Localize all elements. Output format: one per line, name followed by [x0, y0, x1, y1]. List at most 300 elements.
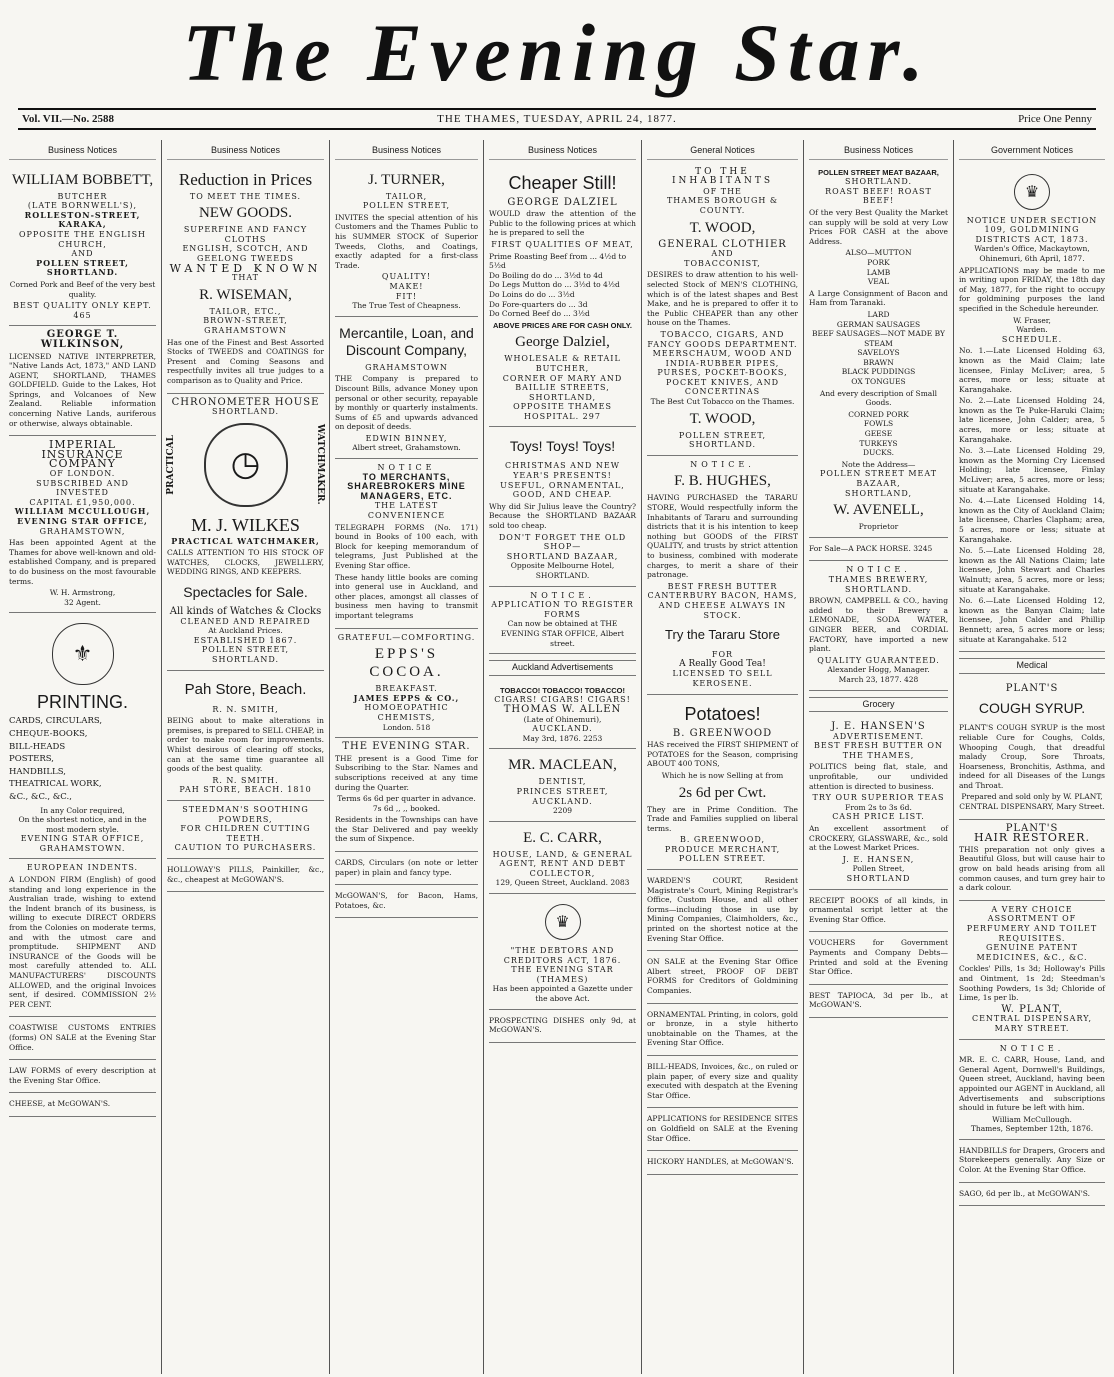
ad-line: DON'T FORGET THE OLD SHOP—: [498, 532, 627, 552]
ad-title: NOTICE UNDER SECTION 109, GOLDMINING DISTRICTS ACT, 1873.: [966, 215, 1098, 244]
ad-title: GEORGE T. WILKINSON,: [40, 329, 125, 350]
poultry-list: [809, 410, 948, 458]
carr-ad: [489, 822, 636, 894]
column-4: [484, 140, 642, 1374]
ad-line: OPPOSITE THE ENGLISH CHURCH,: [18, 229, 147, 249]
wilkinson-ad: [9, 326, 156, 436]
ad-body: An excellent assortment of CROCKERY, GLASSWARE, &c., sold at the Lowest Market Prices.: [809, 824, 948, 853]
list-item: BILL-HEADS: [9, 741, 66, 752]
ad-line: WATCHMAKER.: [315, 424, 325, 505]
ad-line: ENGLISH, SCOTCH, AND GEELONG TWEEDS: [182, 244, 309, 263]
ad-line: SUBSCRIBED AND INVESTED: [36, 478, 129, 498]
column-heading: Government Notices: [959, 146, 1105, 160]
ad-title: M. J. WILKES: [191, 514, 300, 535]
list-item: Do Corned Beef do ... 3½d: [489, 309, 590, 319]
ad-title: HAIR RESTORER.: [974, 831, 1090, 845]
column-2: [162, 140, 330, 1374]
ad-line: Note the Address—: [841, 459, 916, 469]
column-heading: Business Notices: [489, 146, 636, 160]
ad-line: B. GREENWOOD: [672, 727, 773, 739]
ad-line: TOBACCO, CIGARS, AND FANCY GOODS DEPARTMENT.: [647, 329, 798, 349]
ad-line: INSURANCE COMPANY: [41, 447, 124, 471]
ad-title: NEW GOODS.: [198, 205, 293, 222]
ad-title: EUROPEAN INDENTS.: [26, 863, 139, 873]
ad-body: CHEESE, at McGOWAN'S.: [9, 1099, 111, 1109]
ad-line: AND: [711, 249, 734, 259]
ad-line: 129, Queen Street, Auckland. 2083: [495, 878, 630, 888]
ad-line: TAILOR, ETC.,: [209, 306, 282, 316]
list-item: CARDS, CIRCULARS,: [9, 716, 103, 727]
coastwise-ad: [9, 1017, 156, 1060]
royal-crest-icon: ♛: [1014, 174, 1050, 210]
ad-body: COASTWISE CUSTOMS ENTRIES (forms) ON SALE at the Evening Star Office.: [9, 1023, 156, 1052]
ad-line: FIT!: [395, 291, 418, 301]
ad-line: FOR CHILDREN CUTTING TEETH.: [180, 824, 311, 843]
ad-title: STEEDMAN'S SOOTHING POWDERS,: [182, 804, 309, 824]
ad-line: Proprietor: [858, 522, 899, 532]
meat-price-list: [489, 252, 636, 319]
ad-body: A LONDON FIRM (English) of good standing and long experience in the Australian trade, wishing to extend the Indent branch of its business, is willing to execute DIRECT ORDERS from the Colonies on moderate terms, and with the utmost care and promptitude. SHIPMENT AND INSURANCE of the Goods will be most carefully attended to. ALL MANUFACTURERS' DISCOUNTS ALLOWED, and the original Invoices sent, if desired. COMMISSION 2½ PER CENT.: [9, 875, 156, 1009]
ad-line: Terms 6s 6d per quarter in advance.: [337, 794, 476, 804]
ad-title: Mercantile, Loan, and Discount Company,: [339, 324, 474, 358]
ad-line: POLLEN STREET, SHORTLAND.: [201, 645, 290, 665]
ad-line: BROWN-STREET, GRAHAMSTOWN: [203, 316, 288, 335]
ad-line: TOBACCONIST,: [684, 258, 761, 268]
ad-title: George Dalziel,: [515, 334, 610, 351]
hickory-ad: [647, 1151, 798, 1175]
ad-body: MR. E. C. CARR, House, Land, and General Agent, Dornwell's Buildings, Queen street, Auckland, having been appointed our AGENT in Auckland, all Advertisements and subscriptions should in future be left with him.: [959, 1055, 1105, 1113]
list-item: THEATRICAL WORK,: [9, 779, 102, 790]
place-date: THE THAMES, TUESDAY, APRIL 24, 1877.: [437, 113, 677, 125]
list-item: No. 5.—Late Licensed Holding 28, known as the All Nations Claim; late licensee, John Stewart and Charles Walnutt; area, 5 acres, more or less; situate at Karangahake.: [959, 546, 1105, 594]
ad-line: APPLICATION TO REGISTER FORMS: [491, 600, 634, 619]
ad-title: Spectacles for Sale.: [183, 584, 308, 601]
ad-line: PLANT'S: [1005, 822, 1059, 834]
list-item: VEAL: [867, 277, 890, 287]
hair-restorer-ad: [959, 820, 1105, 901]
ad-line: A Really Good Tea!: [679, 658, 766, 669]
list-item: ALSO—MUTTON: [845, 248, 912, 258]
ad-body: ON SALE at the Evening Star Office Albert street, PROOF OF DEBT FORMS for Creditors of Goldmining Companies.: [647, 957, 798, 995]
ad-line: Warden's Office, Mackaytown, Ohinemuri, 6th April, 1877.: [974, 244, 1090, 263]
ad-body: These handy little books are coming into general use in Auckland, and other places, amongst all classes of business men having to transmit important telegrams: [335, 572, 478, 620]
ad-line: Has been appointed a Gazette under the above Act.: [492, 984, 633, 1004]
wiseman-ad: [167, 164, 324, 394]
ad-line: THE EVENING STAR (THAMES): [511, 965, 614, 984]
ad-line: CORNER OF MARY AND BAILLIE STREETS,: [502, 373, 623, 393]
ad-line: CHRISTMAS AND NEW YEAR'S PRESENTS!: [505, 461, 620, 481]
wilkes-ad: [167, 394, 324, 671]
ad-line: SHORTLAND: [846, 874, 911, 883]
list-item: CORNED PORK: [848, 409, 909, 419]
list-item: Do Legs Mutton do ... 3½d to 4½d: [489, 280, 620, 290]
printing-ad: [9, 613, 156, 859]
ad-line: SCHEDULE.: [1001, 334, 1063, 344]
ad-line: W. H. Armstrong,: [49, 588, 116, 598]
ad-title: Toys! Toys! Toys!: [509, 438, 616, 455]
ad-line: The Best Cut Tobacco on the Thames.: [650, 397, 795, 407]
ad-title: Cheaper Still!: [508, 172, 617, 193]
ad-body: McGOWAN'S, for Bacon, Hams, Potatoes, &c.: [335, 891, 478, 910]
ad-line: BEST FRESH BUTTER: [667, 581, 778, 591]
ad-body: BEING about to make alterations in premises, is prepared to SELL CHEAP, in order to make room for improvements. Whilst desirous of clearing off stocks, can at the same time guarantee all goods of the best quality.: [167, 716, 324, 774]
ad-line: MEERSCHAUM, WOOD AND INDIA-RUBBER PIPES, PURSES, POCKET-BOOKS, POCKET KNIVES, AND CONCERTINAS: [652, 349, 793, 397]
dateline: [18, 108, 1096, 130]
ad-line: W. PLANT,: [1001, 1003, 1063, 1015]
ad-line: SHORTLAND,: [529, 392, 596, 402]
ad-line: TAILOR,: [385, 191, 428, 201]
ad-line: SUPERFINE AND FANCY CLOTHS: [183, 225, 308, 244]
ad-title: 2s 6d per Cwt.: [678, 784, 767, 801]
ad-line: Opposite Melbourne Hotel, SHORTLAND.: [510, 561, 615, 580]
ad-line: BUTCHER: [57, 191, 108, 201]
newspaper-title: The Evening Star.: [182, 7, 932, 98]
list-item: OX TONGUES: [851, 377, 906, 387]
ad-line: 2209: [552, 806, 573, 816]
ad-line: BEST QUALITY ONLY KEPT. 465: [13, 301, 152, 320]
column-7: [954, 140, 1110, 1374]
column-heading: Business Notices: [167, 146, 324, 160]
ad-line: QUALITY!: [381, 272, 432, 282]
ad-body: Prepared and sold only by W. PLANT, CENTRAL DISPENSARY, Mary Street.: [959, 792, 1105, 812]
list-item: Do Fore-quarters do ... 3d: [489, 299, 588, 309]
register-forms-ad: [489, 587, 636, 655]
prospecting-ad: [489, 1010, 636, 1043]
ad-body: HANDBILLS for Drapers, Grocers and Storekeepers generally. Any Size or Color. At the Evening Star Office.: [959, 1145, 1105, 1175]
ad-line: ABOVE PRICES ARE FOR CASH ONLY.: [492, 320, 633, 330]
ad-line: POLLEN STREET, SHORTLAND.: [678, 430, 767, 450]
ad-line: 32 Agent.: [64, 597, 101, 607]
price: Price One Penny: [1018, 113, 1092, 125]
ad-line: PAH STORE, BEACH. 1810: [179, 785, 312, 795]
ad-title: Pah Store, Beach.: [184, 680, 307, 698]
schedule-list: [959, 346, 1105, 644]
ad-line: TO MEET THE TIMES.: [189, 191, 302, 201]
section-heading: Grocery: [809, 697, 948, 713]
ad-line: SHORTLAND,: [845, 488, 912, 498]
ad-line: GEORGE DALZIEL: [507, 196, 618, 208]
ad-line: WILLIAM MCCULLOUGH,: [14, 506, 151, 517]
greenwood-ad: [647, 695, 798, 871]
ad-line: R. N. SMITH.: [212, 775, 279, 785]
ad-line: LICENSED TO SELL KEROSENE.: [672, 669, 773, 688]
ad-body: BEST TAPIOCA, 3d per lb., at McGOWAN'S.: [809, 990, 948, 1010]
ad-title: TO THE INHABITANTS: [671, 166, 773, 187]
ad-body: Residents in the Townships can have the Star Delivered and pay weekly the sum of Sixpence.: [335, 815, 478, 844]
section-heading: Auckland Advertisements: [489, 660, 636, 676]
ad-line: At Auckland Prices.: [208, 626, 283, 636]
ad-title: W. AVENELL,: [833, 502, 924, 519]
ad-title: Reduction in Prices: [178, 169, 313, 189]
ad-body: Corned Pork and Beef of the very best quality.: [9, 279, 156, 299]
bobbett-ad: [9, 164, 156, 327]
column-heading: Business Notices: [335, 146, 478, 160]
ad-title: NOTICE.: [530, 590, 595, 600]
ad-body: SAGO, 6d per lb., at McGOWAN'S.: [959, 1188, 1091, 1198]
ad-line: BREAKFAST.: [375, 684, 438, 694]
ad-line: SHORTLAND BAZAAR,: [506, 551, 619, 561]
brewery-ad: [809, 561, 948, 690]
ad-title: J. TURNER,: [368, 171, 445, 188]
list-item: GEESE: [864, 429, 893, 439]
ad-title: POLLEN STREET MEAT BAZAAR,: [818, 167, 939, 177]
ad-line: (Late of Ohinemuri),: [523, 714, 602, 724]
ad-line: POLLEN STREET MEAT BAZAAR,: [819, 469, 938, 488]
list-item: No. 4.—Late Licensed Holding 14, known as the City of Auckland Claim; late licensee, Charles Clapham; area, 5 acres, more or less; situate at Karangahake.: [959, 496, 1105, 544]
evening-star-subscription-ad: [335, 738, 478, 852]
list-item: No. 1.—Late Licensed Holding 63, known as the Maid Claim; late licensee, Finlay McLiver; area, 5 acres, more or less; situate at Karangahake.: [959, 346, 1105, 394]
ad-line: DENTIST,: [538, 777, 587, 787]
ad-line: GRAHAMSTOWN: [365, 362, 448, 372]
ad-line: AUCKLAND.: [532, 724, 593, 734]
ad-line: The True Test of Cheapness.: [352, 301, 461, 311]
ad-line: London. 518: [382, 722, 431, 732]
ad-line: POLLEN STREET,: [362, 201, 451, 211]
mercantile-ad: [335, 317, 478, 459]
ad-body: Has been appointed Agent at the Thames for above well-known and old-established Company, and is prepared to do business on the most favourable terms.: [9, 538, 156, 586]
holloway-ad: [167, 859, 324, 892]
epps-cocoa-ad: [335, 629, 478, 739]
ad-title: THE EVENING STAR.: [342, 741, 471, 753]
ad-line: THE LATEST CONVENIENCE: [367, 501, 446, 521]
vouchers-ad: [809, 932, 948, 984]
ad-title: A VERY CHOICE ASSORTMENT OF PERFUMERY AND TOILET REQUISITES.: [966, 904, 1098, 943]
ad-line: Warden.: [1016, 325, 1048, 335]
ad-line: MAKE!: [389, 281, 424, 291]
ad-line: CIGARS! CIGARS! CIGARS!: [494, 695, 631, 705]
ad-line: Can now be obtained at THE EVENING STAR OFFICE, Albert street.: [500, 619, 625, 648]
list-item: DUCKS.: [863, 448, 894, 458]
ad-body: LICENSED NATIVE INTERPRETER, "Native Lands Act, 1873," AND LAND AGENT, SHORTLAND, THAMES GOLDFIELD. Guide to the Lakes, Hot Springs, and Volcanoes of New Zealand. Reliable information concerning Native Lands, auriferous or otherwise, always obtainable.: [9, 351, 156, 428]
ad-line: USEFUL, ORNAMENTAL, GOOD, AND CHEAP.: [500, 480, 625, 500]
ad-body: Has one of the Finest and Best Assorted Stocks of TWEEDS and COATINGS for Present and Coming Seasons and respectfully invites all true judges to a comparison as to Quality and Price.: [167, 337, 324, 385]
ad-line: AND: [71, 249, 94, 259]
ad-title: WILLIAM BOBBETT,: [11, 171, 154, 188]
ad-body: HAVING PURCHASED the TARARU STORE, Would respectfully inform the Inhabitants of Tararu and surrounding districts that it is his intention to keep nothing but GOODS of the FIRST QUALITY, and trusts by strict attention to business, combined with moderate charges, to merit a share of their patronage.: [647, 493, 798, 580]
cards-ad: [335, 852, 478, 885]
ad-body: CALLS ATTENTION TO HIS STOCK OF WATCHES, CLOCKS, JEWELLERY, WEDDING RINGS, AND KEEPERS.: [167, 548, 324, 577]
ad-line: William McCullough.: [992, 1114, 1072, 1124]
printing-list: [9, 717, 156, 802]
ad-line: Thames, September 12th, 1876.: [970, 1124, 1094, 1134]
wardens-court-ad: [647, 870, 798, 951]
telegraph-forms-ad: [335, 459, 478, 629]
ad-line: CENTRAL DISPENSARY, MARY STREET.: [971, 1014, 1093, 1033]
ad-line: BEST FRESH BUTTER ON THE THAMES,: [814, 741, 943, 760]
ad-body: For Sale—A PACK HORSE. 3245: [809, 543, 933, 553]
ad-body: BILL-HEADS, Invoices, &c., on ruled or plain paper, of every size and quality executed with despatch at the Evening Star Office.: [647, 1061, 798, 1100]
imperial-insurance-ad: [9, 436, 156, 613]
ad-line: CASH PRICE LIST.: [832, 812, 925, 822]
debtors-act-ad: [489, 894, 636, 1010]
ad-title: T. WOOD,: [689, 410, 756, 427]
ad-line: FIRST QUALITIES OF MEAT,: [491, 239, 634, 249]
ad-line: CAUTION TO PURCHASERS.: [174, 843, 317, 853]
list-item: &C., &C., &C.,: [9, 791, 72, 802]
meats-list: [809, 248, 948, 286]
ad-line: THAMES BREWERY, SHORTLAND.: [828, 574, 929, 594]
ad-line: JAMES EPPS & CO.,: [353, 692, 460, 703]
list-item: No. 6.—Late Licensed Holding 12, known as the Banyan Claim; late licensee, John Calder and Phillip Bennett; area, 5 acres more or less; situate at Karangahake. 512: [959, 596, 1105, 644]
ad-line: W. Fraser,: [1013, 315, 1051, 325]
ad-title: PRINTING.: [36, 692, 128, 713]
ad-line: In any Color required,: [40, 805, 125, 815]
ad-line: WHOLESALE & RETAIL BUTCHER,: [504, 354, 621, 373]
list-item: LAMB: [866, 267, 891, 277]
ad-title: Potatoes!: [684, 703, 761, 724]
ad-line: TRY OUR SUPERIOR TEAS: [812, 793, 945, 803]
ad-line: J. E. HANSEN,: [842, 854, 915, 864]
list-item: Do Boiling do do ... 3½d to 4d: [489, 270, 603, 280]
ad-line: Which he is now Selling at from: [661, 770, 784, 780]
column-5: [642, 140, 804, 1374]
ad-line: GENERAL CLOTHIER: [658, 238, 787, 250]
ad-line: ADVERTISEMENT.: [832, 731, 925, 741]
ad-line: THAMES BOROUGH & COUNTY.: [666, 196, 779, 215]
column-heading: Business Notices: [809, 146, 948, 160]
column-1: [4, 140, 162, 1374]
hughes-ad: [647, 456, 798, 695]
ad-line: GRAHAMSTOWN,: [39, 526, 126, 536]
ad-body: INVITES the special attention of his Customers and the Thames Public to his SUMMER STOCK of Superior Tweeds, Cloths, and Coatings, exactly adapted for a first-class Trade.: [335, 212, 478, 270]
ad-line: ROAST BEEF! ROAST BEEF!: [825, 186, 932, 206]
billheads-ad: [647, 1056, 798, 1108]
ad-line: SHORTLAND.: [845, 177, 912, 187]
ad-body: APPLICATIONS for RESIDENCE SITES on Goldfield on SALE at the Evening Star Office.: [647, 1114, 798, 1143]
column-3: [330, 140, 484, 1374]
ad-title: Try the Tararu Store: [665, 627, 780, 643]
cheese-ad: [9, 1093, 156, 1117]
ad-line: Alexander Hogg, Manager.: [827, 665, 930, 675]
ad-line: 7s 6d ,, ,, booked.: [372, 803, 441, 813]
column-6: [804, 140, 954, 1374]
ad-title: T. WOOD,: [689, 219, 756, 236]
ad-title: "THE DEBTORS AND CREDITORS ACT, 1876.: [503, 946, 622, 965]
ad-body: WARDEN'S COURT, Resident Magistrate's Court, Mining Registrar's Office, Custom House, and all other forms—including those in use by Mining Companies, Claimholders, &c., printed on the shortest notice at the Evening Star Office.: [647, 876, 798, 943]
list-item: LARD: [867, 309, 890, 319]
coat-of-arms-icon: ⚜: [52, 623, 114, 685]
columns: [4, 140, 1110, 1374]
ad-title: CHRONOMETER HOUSE: [171, 396, 320, 408]
list-item: Do Loins do do ... 3½d: [489, 289, 575, 299]
ad-body: They are in Prime Condition. The Trade and Families supplied on liberal terms.: [647, 804, 798, 833]
ad-body: THIS preparation not only gives a Beautiful Gloss, but will cause hair to grow on bald heads arising from all common causes, and turn grey hair to a dark colour.: [959, 844, 1105, 893]
ad-title: TOBACCO! TOBACCO! TOBACCO!: [500, 685, 625, 695]
list-item: POSTERS,: [9, 754, 55, 765]
ad-line: ROLLESTON-STREET, KARAKA,: [24, 209, 141, 230]
law-forms-ad: [9, 1060, 156, 1093]
list-item: SAVELOYS: [857, 348, 900, 358]
smallgoods-list: [809, 310, 948, 387]
list-item: TURKEYS: [859, 438, 898, 448]
ad-line: THAT: [232, 273, 259, 283]
ad-line: March 23, 1877. 428: [838, 674, 919, 684]
ad-body: HICKORY HANDLES, at McGOWAN'S.: [647, 1157, 794, 1167]
section-heading: Medical: [959, 658, 1105, 674]
carr-agent-notice: [959, 1040, 1105, 1140]
ad-body: ORNAMENTAL Printing, in colors, gold or bronze, in a style hitherto unobtainable on the Thames, at the Evening Star Office.: [647, 1009, 798, 1048]
ad-body: PLANT'S COUGH SYRUP is the most reliable Cure for Coughs, Colds, Whooping Cough, that dreadful malady Croup, Sore Throats, Hoarseness, Bronchitis, Asthma, and indeed for all Diseases of the Lungs and Throat.: [959, 723, 1105, 790]
ad-title: J. E. HANSEN'S: [831, 721, 926, 733]
ad-line: From 2s to 3s 6d.: [845, 802, 912, 812]
ad-body: RECEIPT BOOKS of all kinds, in ornamental script letter at the Evening Star Office.: [809, 895, 948, 924]
ad-line: CLEANED AND REPAIRED: [180, 616, 311, 626]
ad-line: OF LONDON.: [49, 469, 116, 479]
ad-body: Why did Sir Julius leave the Country? Because the SHORTLAND BAZAAR sold too cheap.: [489, 501, 636, 531]
ad-line: B. GREENWOOD,: [679, 835, 766, 845]
ad-body: A Large Consignment of Bacon and Ham from Taranaki.: [809, 288, 948, 308]
ad-line: GRAHAMSTOWN.: [39, 843, 126, 853]
ad-line: HOMOEOPATHIC CHEMISTS,: [364, 703, 449, 722]
volume-number: Vol. VII.—No. 2588: [22, 113, 114, 125]
ad-title: EPPS'S COCOA.: [369, 646, 444, 681]
ad-line: Pollen Street,: [852, 864, 905, 874]
ad-line: PRODUCE MERCHANT, POLLEN STREET.: [664, 844, 781, 864]
dalziel-ad: [489, 164, 636, 428]
ad-line: OF THE: [703, 186, 742, 196]
ad-body: THE Company is prepared to Discount Bills, advance Money upon personal or other security, repayable by monthly or quarterly instalments. Sums of £5 and upwards advanced on deposit of deeds.: [335, 374, 478, 432]
ad-line: WANTED KNOWN: [169, 261, 322, 275]
cough-syrup-ad: [959, 680, 1105, 820]
list-item: BEEF SAUSAGES—NOT MADE BY STEAM: [812, 329, 945, 348]
ad-line: (LATE BORNWELL'S),: [27, 201, 138, 211]
list-item: No. 3.—Late Licensed Holding 29, known as the Morning Cry Licensed Holding; late licensee, Finlay McLiver; area, 5 acres, more or less; situate at Karangahake.: [959, 446, 1105, 494]
ad-title: NOTICE.: [999, 1043, 1065, 1053]
ad-line: And every description of Small Goods.: [819, 388, 938, 408]
list-item: GERMAN SAUSAGES: [836, 319, 921, 329]
ad-line: TO MERCHANTS, SHAREBROKERS MINE MANAGERS, ETC.: [347, 471, 466, 501]
pack-horse-ad: [809, 538, 948, 562]
turner-ad: [335, 164, 478, 317]
proof-of-debt-ad: [647, 951, 798, 1003]
ad-line: EVENING STAR OFFICE,: [20, 834, 145, 844]
ad-body: CARDS, Circulars (on note or letter paper) in plain and fancy type.: [335, 858, 478, 877]
meat-bazaar-ad: [809, 164, 948, 538]
ad-title: MR. MACLEAN,: [508, 757, 617, 774]
ad-line: CAPITAL £1,950,000.: [29, 497, 136, 507]
ad-line: All kinds of Watches & Clocks: [169, 606, 322, 618]
ad-body: WOULD draw the attention of the Public to the following prices at which he is prepared to sell the: [489, 209, 636, 238]
ad-line: HOUSE, LAND, & GENERAL AGENT, RENT AND DEBT COLLECTOR,: [492, 849, 633, 878]
ad-line: OPPOSITE THAMES HOSPITAL. 297: [513, 402, 612, 421]
european-indents-ad: [9, 859, 156, 1017]
ad-line: ESTABLISHED 1867.: [193, 635, 298, 645]
ad-line: CANTERBURY BACON, HAMS, AND CHEESE ALWAYS IN STOCK.: [647, 591, 798, 620]
list-item: No. 2.—Late Licensed Holding 24, known as the Te Puke-Haruki Claim; late licensee, John Calder; area, 5 acres, more or less; situate at Karangahake.: [959, 396, 1105, 444]
ad-title: F. B. HUGHES,: [674, 473, 771, 490]
ad-body: APPLICATIONS may be made to me in writing upon FRIDAY, the 18th day of May, 1877, for the right to occupy for goldmining purposes the land specified in the Schedule hereunder.: [959, 265, 1105, 313]
ad-body: VOUCHERS for Government Payments and Company Debts—Printed and sold at the Evening Star Office.: [809, 938, 948, 977]
masthead: [0, 0, 1114, 102]
ad-title: E. C. CARR,: [523, 829, 602, 846]
ad-line: GRATEFUL—COMFORTING.: [337, 632, 476, 642]
ad-body: BROWN, CAMPBELL & CO., having added to their Brewery a LEMONADE, SODA WATER, GINGER BEER, and CORDIAL FACTORY, have imported a new plant.: [809, 596, 948, 654]
handbills-ad: [959, 1140, 1105, 1183]
ad-line: Albert street, Grahamstown.: [352, 443, 461, 453]
perfumery-ad: [959, 901, 1105, 1040]
list-item: BRAWN: [863, 357, 894, 367]
ad-line: PRACTICAL WATCHMAKER,: [171, 535, 320, 546]
ad-line: PLANT'S: [1005, 682, 1059, 694]
ad-title: R. WISEMAN,: [199, 286, 292, 303]
column-heading: General Notices: [647, 146, 798, 160]
ad-line: FOR: [711, 650, 734, 660]
residence-sites-ad: [647, 1108, 798, 1151]
ad-title: NOTICE.: [846, 565, 911, 575]
list-item: CHEQUE-BOOKS,: [9, 728, 88, 739]
ornamental-printing-ad: [647, 1004, 798, 1056]
toys-ad: [489, 427, 636, 586]
